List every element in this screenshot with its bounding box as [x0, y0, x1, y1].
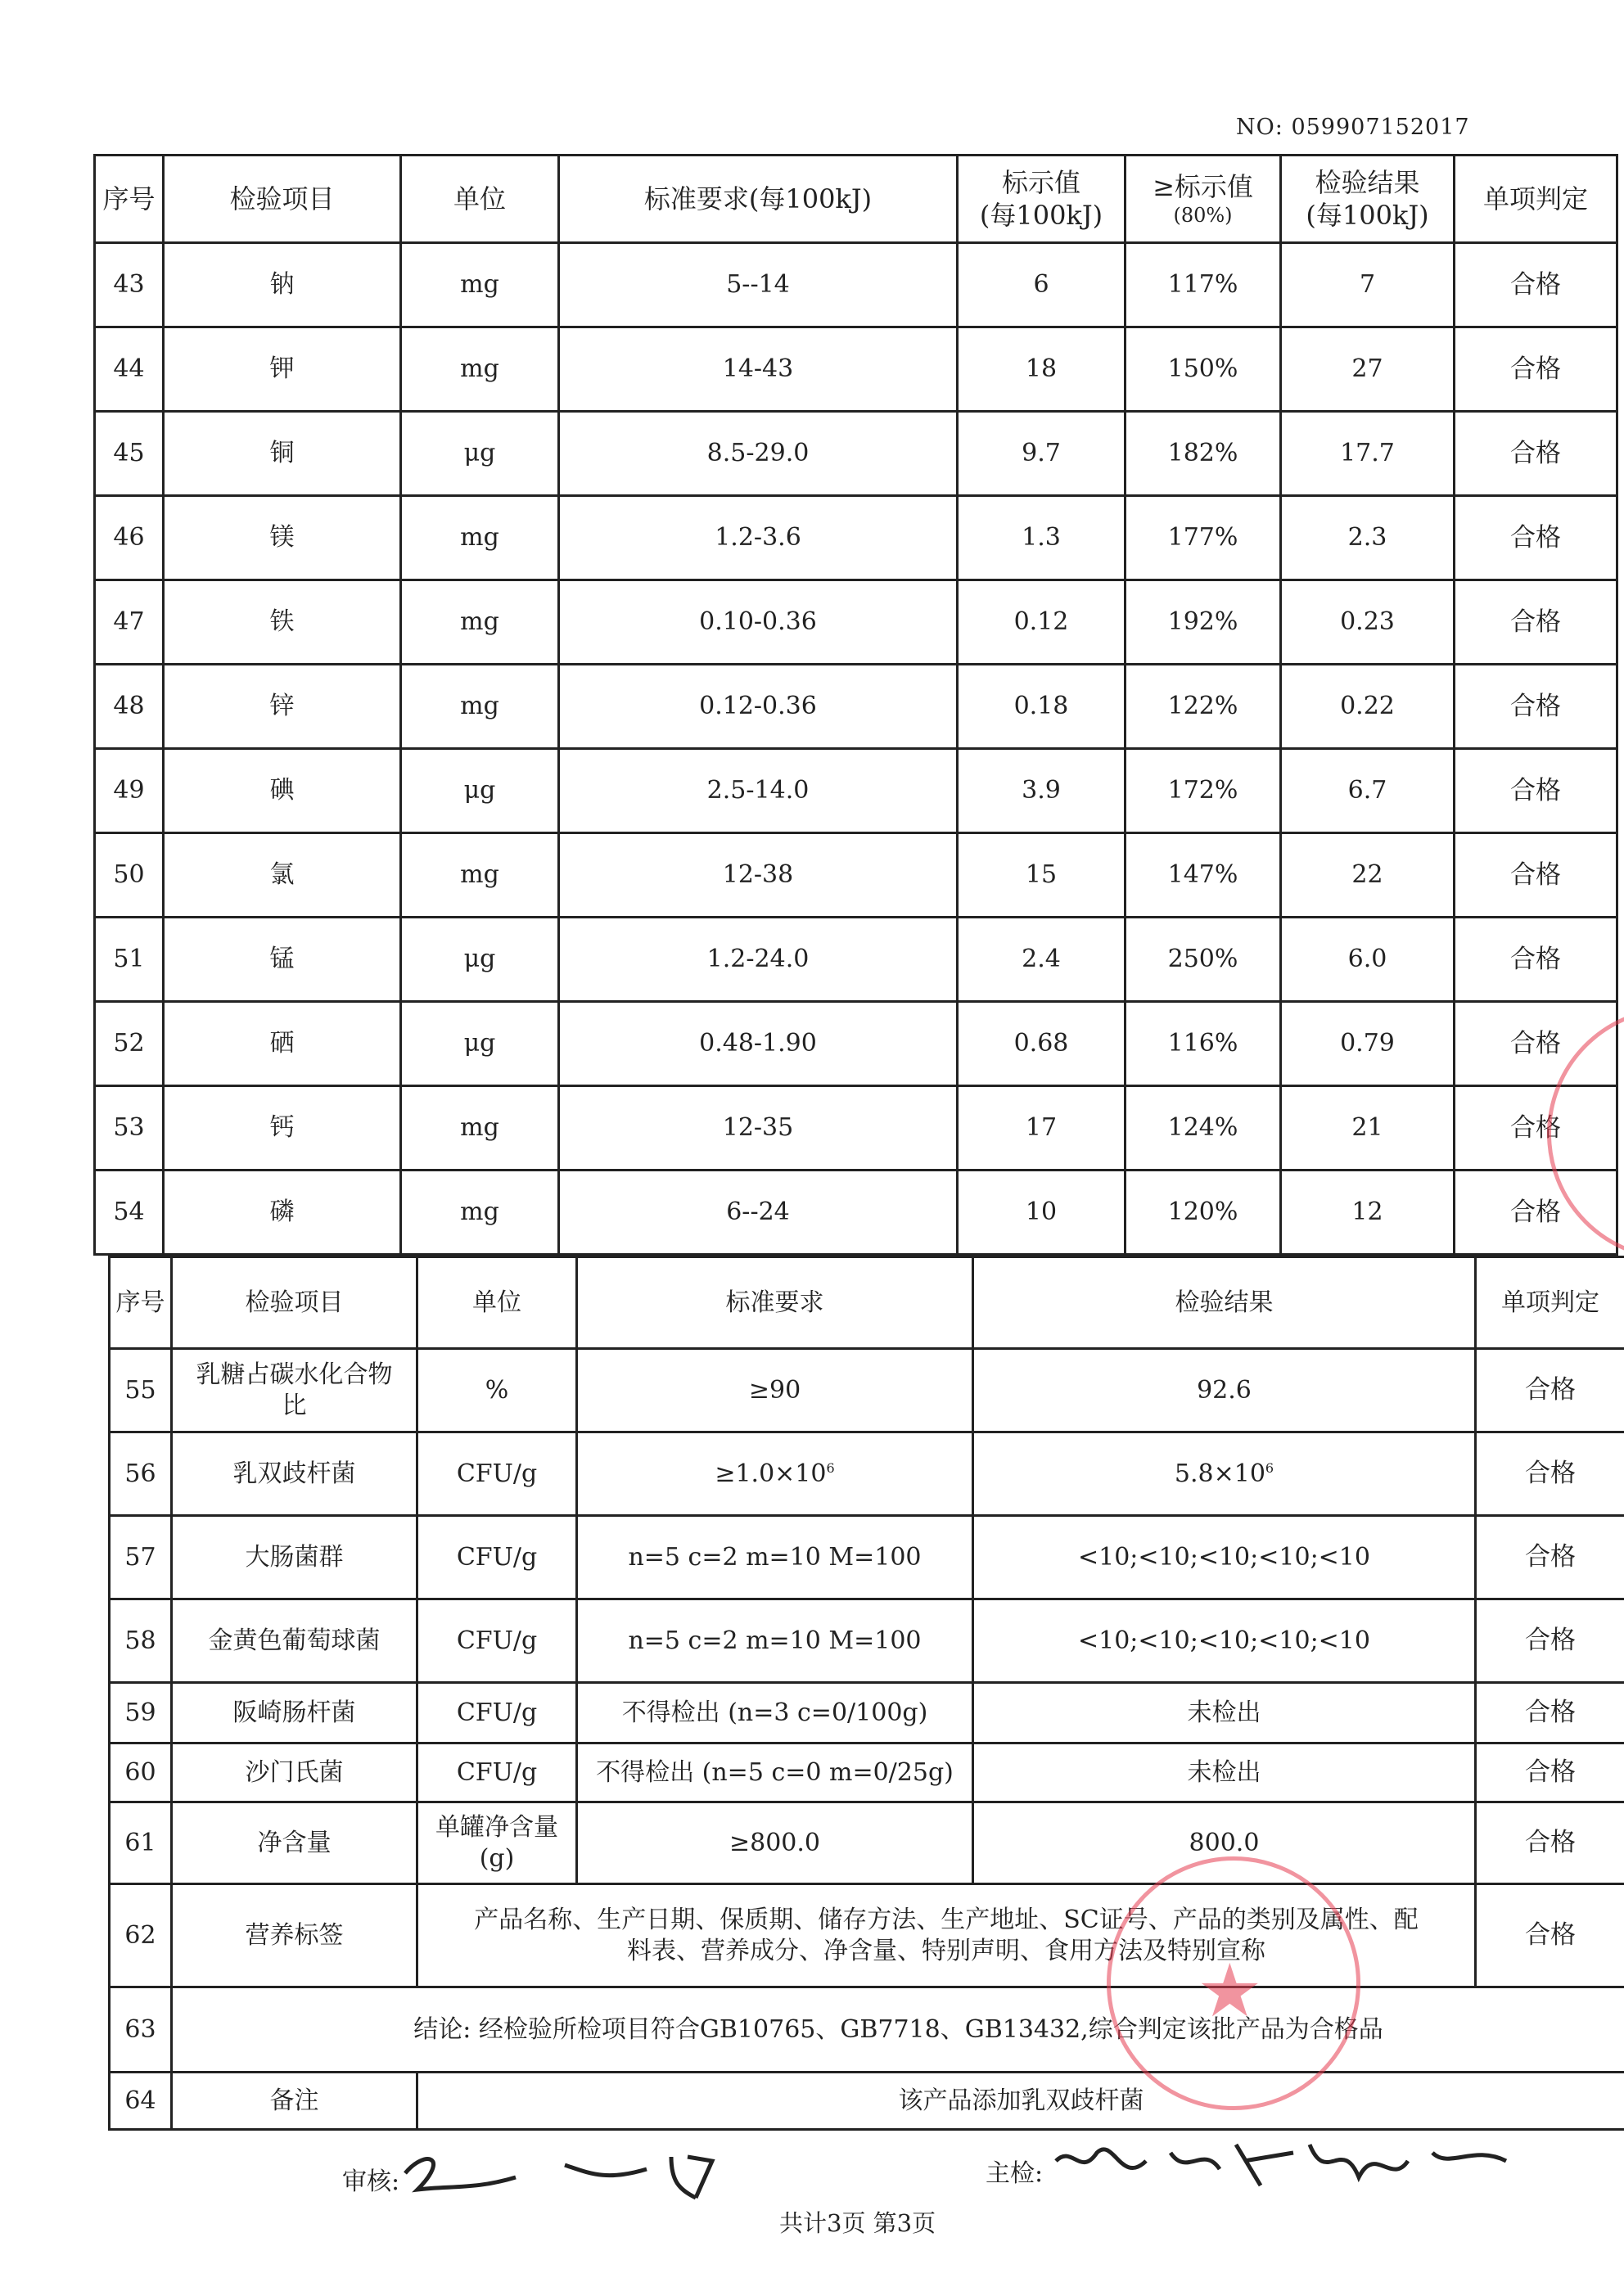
item-cell: [172, 1349, 417, 1432]
header-labeled-value: [958, 156, 1126, 243]
judgment-cell: 合格: [1476, 1516, 1624, 1599]
item-cell: 大肠菌群: [172, 1516, 417, 1599]
header-percent-line1: ≥标示值: [1153, 171, 1253, 202]
item-line2: 比: [282, 1391, 307, 1420]
table-row: [95, 1171, 1617, 1255]
unit-cell: μg: [401, 412, 559, 496]
table-row: [95, 243, 1617, 327]
judgment-cell: 合格: [1455, 833, 1617, 918]
labeled-cell: 0.68: [958, 1002, 1126, 1086]
judgment-cell: 合格: [1455, 665, 1617, 749]
pct-cell: 177%: [1126, 496, 1281, 580]
standard-cell: 12-35: [559, 1086, 958, 1171]
pct-cell: 172%: [1126, 749, 1281, 833]
result-cell: 未检出: [973, 1683, 1476, 1743]
seq-cell: 44: [95, 327, 164, 412]
judgment-cell: 合格: [1455, 918, 1617, 1002]
item-cell: 磷: [164, 1171, 401, 1255]
item-cell: 氯: [164, 833, 401, 918]
nutrient-rows: [95, 243, 1617, 1255]
judgment-cell: 合格: [1455, 1002, 1617, 1086]
table-row: [110, 1802, 1624, 1884]
result-cell: 92.6: [973, 1349, 1476, 1432]
pct-cell: 192%: [1126, 580, 1281, 665]
header-result-line2: (每100kJ): [1306, 200, 1429, 231]
page-count: 共计3页 第3页: [779, 2209, 936, 2237]
judgment-cell: 合格: [1455, 749, 1617, 833]
unit-cell: mg: [401, 496, 559, 580]
judgment-cell: 合格: [1455, 412, 1617, 496]
result-cell: 12: [1281, 1171, 1455, 1255]
unit-cell: mg: [401, 243, 559, 327]
header-item: 检验项目: [164, 156, 401, 243]
table-row: [110, 1349, 1624, 1432]
result-base: 5.8×10: [1174, 1459, 1265, 1488]
standard-cell: 0.10-0.36: [559, 580, 958, 665]
standard-cell: 6--24: [559, 1171, 958, 1255]
seq-cell: 45: [95, 412, 164, 496]
seq-cell: 63: [110, 1987, 172, 2073]
pct-cell: 150%: [1126, 327, 1281, 412]
table-row: [95, 412, 1617, 496]
unit-cell: [417, 1802, 577, 1884]
standard-cell: 14-43: [559, 327, 958, 412]
seq-cell: 46: [95, 496, 164, 580]
table-row: [95, 749, 1617, 833]
pct-cell: 116%: [1126, 1002, 1281, 1086]
unit-cell: mg: [401, 327, 559, 412]
standard-cell: 0.12-0.36: [559, 665, 958, 749]
labeled-cell: 9.7: [958, 412, 1126, 496]
item-cell: 钠: [164, 243, 401, 327]
remark-label: 备注: [172, 2073, 417, 2130]
header-unit: 单位: [417, 1257, 577, 1349]
item-cell: 锌: [164, 665, 401, 749]
header-seq: 序号: [110, 1257, 172, 1349]
item-line1: 乳糖占碳水化合物: [196, 1360, 393, 1389]
result-exponent: 6: [1265, 1459, 1274, 1476]
seq-cell: 53: [95, 1086, 164, 1171]
table-row: [95, 665, 1617, 749]
inspector-signature: [1048, 2128, 1539, 2202]
pct-cell: 120%: [1126, 1171, 1281, 1255]
seq-cell: 58: [110, 1599, 172, 1683]
item-cell: 沙门氏菌: [172, 1743, 417, 1802]
unit-cell: CFU/g: [417, 1516, 577, 1599]
labeled-cell: 15: [958, 833, 1126, 918]
item-cell: 金黄色葡萄球菌: [172, 1599, 417, 1683]
seq-cell: 52: [95, 1002, 164, 1086]
standard-cell: [577, 1432, 973, 1516]
header-judgment: 单项判定: [1476, 1257, 1624, 1349]
nutrient-table: [93, 154, 1618, 1256]
unit-cell: μg: [401, 918, 559, 1002]
unit-cell: mg: [401, 580, 559, 665]
labeled-cell: 0.12: [958, 580, 1126, 665]
result-cell: 800.0: [973, 1802, 1476, 1884]
labeled-cell: 3.9: [958, 749, 1126, 833]
pct-cell: 147%: [1126, 833, 1281, 918]
standard-cell: ≥90: [577, 1349, 973, 1432]
inspector-label: 主检:: [986, 2159, 1044, 2188]
result-cell: 7: [1281, 243, 1455, 327]
table-row: [110, 1516, 1624, 1599]
seq-cell: 61: [110, 1802, 172, 1884]
label-requirements-line1: 产品名称、生产日期、保质期、储存方法、生产地址、SC证号、产品的类别及属性、配: [474, 1906, 1419, 1934]
header-percent: [1126, 156, 1281, 243]
seq-cell: 62: [110, 1884, 172, 1987]
result-cell: 2.3: [1281, 496, 1455, 580]
seq-cell: 49: [95, 749, 164, 833]
item-cell: 乳双歧杆菌: [172, 1432, 417, 1516]
pct-cell: 124%: [1126, 1086, 1281, 1171]
standard-cell: 1.2-24.0: [559, 918, 958, 1002]
judgment-cell: 合格: [1455, 580, 1617, 665]
standard-cell: 不得检出 (n=5 c=0 m=0/25g): [577, 1743, 973, 1802]
seq-cell: 64: [110, 2073, 172, 2130]
unit-cell: μg: [401, 749, 559, 833]
header-judgment: 单项判定: [1455, 156, 1617, 243]
header-seq: 序号: [95, 156, 164, 243]
judgment-cell: 合格: [1455, 327, 1617, 412]
result-cell: 0.23: [1281, 580, 1455, 665]
judgment-cell: 合格: [1455, 1086, 1617, 1171]
item-cell: 碘: [164, 749, 401, 833]
reviewer-signature: [401, 2140, 745, 2206]
header-result: 检验结果: [973, 1257, 1476, 1349]
reviewer-label: 审核:: [342, 2167, 400, 2196]
result-cell: 27: [1281, 327, 1455, 412]
seq-cell: 55: [110, 1349, 172, 1432]
item-cell: 镁: [164, 496, 401, 580]
item-cell: 硒: [164, 1002, 401, 1086]
unit-line1: 单罐净含量: [435, 1813, 558, 1842]
table-row: [110, 2073, 1624, 2130]
table-header: [110, 1257, 1624, 1349]
standard-base: ≥1.0×10: [715, 1459, 827, 1488]
standard-cell: 5--14: [559, 243, 958, 327]
table-row: [95, 327, 1617, 412]
labeled-cell: 2.4: [958, 918, 1126, 1002]
judgment-cell: 合格: [1455, 243, 1617, 327]
judgment-cell: 合格: [1476, 1884, 1624, 1987]
judgment-cell: 合格: [1476, 1599, 1624, 1683]
table-row: [110, 1884, 1624, 1987]
seq-cell: 59: [110, 1683, 172, 1743]
seq-cell: 54: [95, 1171, 164, 1255]
standard-cell: 0.48-1.90: [559, 1002, 958, 1086]
table-row: [95, 1086, 1617, 1171]
result-cell: 22: [1281, 833, 1455, 918]
judgment-cell: 合格: [1476, 1432, 1624, 1516]
pct-cell: 117%: [1126, 243, 1281, 327]
result-cell: 6.0: [1281, 918, 1455, 1002]
unit-cell: CFU/g: [417, 1683, 577, 1743]
result-cell: 0.22: [1281, 665, 1455, 749]
table-row: [95, 580, 1617, 665]
header-labeled-line2: (每100kJ): [979, 200, 1103, 231]
unit-cell: mg: [401, 1171, 559, 1255]
standard-cell: 8.5-29.0: [559, 412, 958, 496]
report-number: NO: 059907152017: [1236, 115, 1470, 140]
header-item: 检验项目: [172, 1257, 417, 1349]
seq-cell: 50: [95, 833, 164, 918]
labeled-cell: 0.18: [958, 665, 1126, 749]
table-row: [110, 1432, 1624, 1516]
table-row: [95, 496, 1617, 580]
item-cell: 铁: [164, 580, 401, 665]
unit-cell: mg: [401, 1086, 559, 1171]
labeled-cell: 10: [958, 1171, 1126, 1255]
standard-cell: 12-38: [559, 833, 958, 918]
table-row: [95, 918, 1617, 1002]
header-result: [1281, 156, 1455, 243]
table-row: [95, 1002, 1617, 1086]
pct-cell: 182%: [1126, 412, 1281, 496]
judgment-cell: 合格: [1476, 1683, 1624, 1743]
judgment-cell: 合格: [1455, 496, 1617, 580]
conclusion-cell: 结论: 经检验所检项目符合GB10765、GB7718、GB13432,综合判定该批产品为合格品: [172, 1987, 1624, 2073]
header-standard: 标准要求(每100kJ): [559, 156, 958, 243]
standard-cell: n=5 c=2 m=10 M=100: [577, 1599, 973, 1683]
seq-cell: 47: [95, 580, 164, 665]
unit-cell: CFU/g: [417, 1599, 577, 1683]
unit-line2: (g): [479, 1843, 515, 1873]
item-cell: 钾: [164, 327, 401, 412]
standard-cell: 2.5-14.0: [559, 749, 958, 833]
table-row: [95, 833, 1617, 918]
labeled-cell: 18: [958, 327, 1126, 412]
standard-cell: n=5 c=2 m=10 M=100: [577, 1516, 973, 1599]
seq-cell: 60: [110, 1743, 172, 1802]
item-cell: 净含量: [172, 1802, 417, 1884]
unit-cell: μg: [401, 1002, 559, 1086]
standard-cell: ≥800.0: [577, 1802, 973, 1884]
table-row: [110, 1683, 1624, 1743]
judgment-cell: 合格: [1455, 1171, 1617, 1255]
stamp-star-icon: ★: [1197, 1948, 1263, 2034]
header-result-line1: 检验结果: [1315, 167, 1420, 198]
unit-cell: mg: [401, 833, 559, 918]
judgment-cell: 合格: [1476, 1349, 1624, 1432]
item-cell: 锰: [164, 918, 401, 1002]
item-cell: 铜: [164, 412, 401, 496]
table-row: [110, 1987, 1624, 2073]
standard-cell: 1.2-3.6: [559, 496, 958, 580]
seq-cell: 43: [95, 243, 164, 327]
result-cell: 6.7: [1281, 749, 1455, 833]
result-cell: [973, 1432, 1476, 1516]
microbe-table: [108, 1256, 1624, 2131]
standard-cell: 不得检出 (n=3 c=0/100g): [577, 1683, 973, 1743]
unit-cell: CFU/g: [417, 1743, 577, 1802]
header-standard: 标准要求: [577, 1257, 973, 1349]
seq-cell: 57: [110, 1516, 172, 1599]
unit-cell: CFU/g: [417, 1432, 577, 1516]
standard-exponent: 6: [826, 1459, 835, 1476]
pct-cell: 250%: [1126, 918, 1281, 1002]
header-unit: 单位: [401, 156, 559, 243]
judgment-cell: 合格: [1476, 1743, 1624, 1802]
label-requirements-line2: 料表、营养成分、净含量、特别声明、食用方法及特别宣称: [627, 1936, 1265, 1965]
header-percent-line2: (80%): [1173, 204, 1233, 227]
seq-cell: 51: [95, 918, 164, 1002]
seq-cell: 48: [95, 665, 164, 749]
judgment-cell: 合格: [1476, 1802, 1624, 1884]
remark-cell: 该产品添加乳双歧杆菌: [417, 2073, 1624, 2130]
result-cell: 0.79: [1281, 1002, 1455, 1086]
unit-cell: mg: [401, 665, 559, 749]
item-cell: 营养标签: [172, 1884, 417, 1987]
result-cell: 21: [1281, 1086, 1455, 1171]
labeled-cell: 6: [958, 243, 1126, 327]
item-cell: 钙: [164, 1086, 401, 1171]
table-header: [95, 156, 1617, 243]
result-cell: 17.7: [1281, 412, 1455, 496]
seq-cell: 56: [110, 1432, 172, 1516]
table-row: [110, 1599, 1624, 1683]
result-cell: <10;<10;<10;<10;<10: [973, 1516, 1476, 1599]
unit-cell: %: [417, 1349, 577, 1432]
labeled-cell: 1.3: [958, 496, 1126, 580]
table-row: [110, 1743, 1624, 1802]
labeled-cell: 17: [958, 1086, 1126, 1171]
result-cell: 未检出: [973, 1743, 1476, 1802]
header-labeled-line1: 标示值: [1001, 167, 1080, 198]
pct-cell: 122%: [1126, 665, 1281, 749]
result-cell: <10;<10;<10;<10;<10: [973, 1599, 1476, 1683]
item-cell: 阪崎肠杆菌: [172, 1683, 417, 1743]
